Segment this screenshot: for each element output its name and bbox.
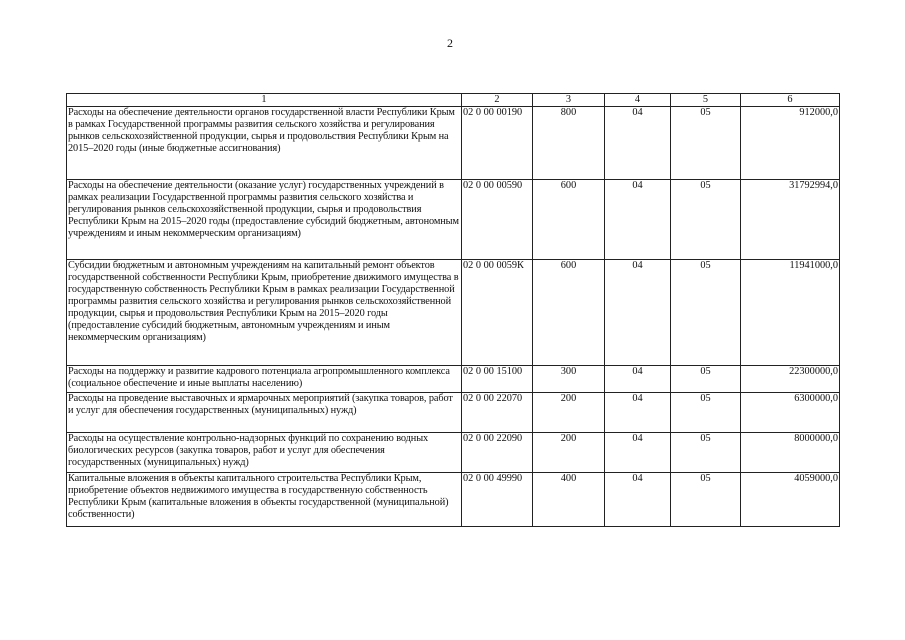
header-col-2: 2	[462, 94, 533, 107]
table-row	[67, 180, 840, 260]
table-row	[67, 393, 840, 433]
row-expense-type-code: 200	[533, 393, 605, 433]
row-section-code: 04	[605, 473, 671, 527]
row-target-article-code: 02 0 00 22090	[462, 433, 533, 473]
row-section-code: 04	[605, 366, 671, 393]
table-row	[67, 107, 840, 180]
row-subsection-code: 05	[671, 433, 741, 473]
row-expense-type-code: 600	[533, 260, 605, 366]
row-section-code: 04	[605, 433, 671, 473]
row-expense-type-code: 800	[533, 107, 605, 180]
row-section-code: 04	[605, 107, 671, 180]
row-subsection-code: 05	[671, 393, 741, 433]
row-subsection-code: 05	[671, 473, 741, 527]
row-description: Расходы на проведение выставочных и ярмарочных мероприятий (закупка товаров, работ и услуг для обеспечения государственных (муниципальных) нужд)	[67, 393, 462, 433]
row-description: Расходы на обеспечение деятельности органов государственной власти Республики Крым в рамках Государственной программы развития сельского хозяйства и регулирования рынков сельскохозяйственной продукции, сырья и продовольствия Республики Крым на 2015–2020 годы (иные бюджетные ассигнования)	[67, 107, 462, 180]
row-description: Расходы на поддержку и развитие кадрового потенциала агропромышленного комплекса (социальное обеспечение и иные выплаты населению)	[67, 366, 462, 393]
header-col-1: 1	[67, 94, 462, 107]
table-row	[67, 260, 840, 366]
table-header-row	[67, 94, 840, 107]
row-description: Расходы на обеспечение деятельности (оказание услуг) государственных учреждений в рамках реализации Государственной программы развития сельского хозяйства и регулирования рынков сельскохозяйственной продукции, сырья и продовольствия Республики Крым на 2015–2020 годы (предоставление субсидий бюджетным, автономным учреждениям и иным некоммерческим организациям)	[67, 180, 462, 260]
row-expense-type-code: 200	[533, 433, 605, 473]
row-expense-type-code: 600	[533, 180, 605, 260]
row-expense-type-code: 400	[533, 473, 605, 527]
row-target-article-code: 02 0 00 0059К	[462, 260, 533, 366]
row-section-code: 04	[605, 180, 671, 260]
row-subsection-code: 05	[671, 180, 741, 260]
row-expense-type-code: 300	[533, 366, 605, 393]
table-row	[67, 366, 840, 393]
row-amount: 6300000,0	[741, 393, 840, 433]
row-target-article-code: 02 0 00 15100	[462, 366, 533, 393]
row-amount: 8000000,0	[741, 433, 840, 473]
row-amount: 22300000,0	[741, 366, 840, 393]
row-amount: 4059000,0	[741, 473, 840, 527]
page-number: 2	[447, 36, 453, 50]
row-target-article-code: 02 0 00 22070	[462, 393, 533, 433]
budget-table	[66, 93, 840, 527]
row-amount: 11941000,0	[741, 260, 840, 366]
header-col-4: 4	[605, 94, 671, 107]
row-target-article-code: 02 0 00 49990	[462, 473, 533, 527]
row-amount: 31792994,0	[741, 180, 840, 260]
header-col-3: 3	[533, 94, 605, 107]
row-subsection-code: 05	[671, 107, 741, 180]
row-subsection-code: 05	[671, 260, 741, 366]
header-col-6: 6	[741, 94, 840, 107]
row-subsection-code: 05	[671, 366, 741, 393]
row-description: Капитальные вложения в объекты капитального строительства Республики Крым, приобретение объектов недвижимого имущества в государственную собственность Республики Крым (капитальные вложения в объекты государственной (муниципальной) собственности)	[67, 473, 462, 527]
row-amount: 912000,0	[741, 107, 840, 180]
row-description: Расходы на осуществление контрольно-надзорных функций по сохранению водных биологических ресурсов (закупка товаров, работ и услуг для обеспечения государственных (муниципальных) нужд)	[67, 433, 462, 473]
table-row	[67, 473, 840, 527]
row-target-article-code: 02 0 00 00190	[462, 107, 533, 180]
row-section-code: 04	[605, 260, 671, 366]
row-description: Субсидии бюджетным и автономным учреждениям на капитальный ремонт объектов государственной собственности Республики Крым, приобретение движимого имущества в государственную собственность Республики Крым в рамках реализации Государственной программы развития сельского хозяйства и регулирования рынков сельскохозяйственной продукции, сырья и продовольствия Республики Крым на 2015–2020 годы (предоставление субсидий бюджетным, автономным учреждениям и иным некоммерческим организациям)	[67, 260, 462, 366]
table-row	[67, 433, 840, 473]
row-target-article-code: 02 0 00 00590	[462, 180, 533, 260]
row-section-code: 04	[605, 393, 671, 433]
header-col-5: 5	[671, 94, 741, 107]
